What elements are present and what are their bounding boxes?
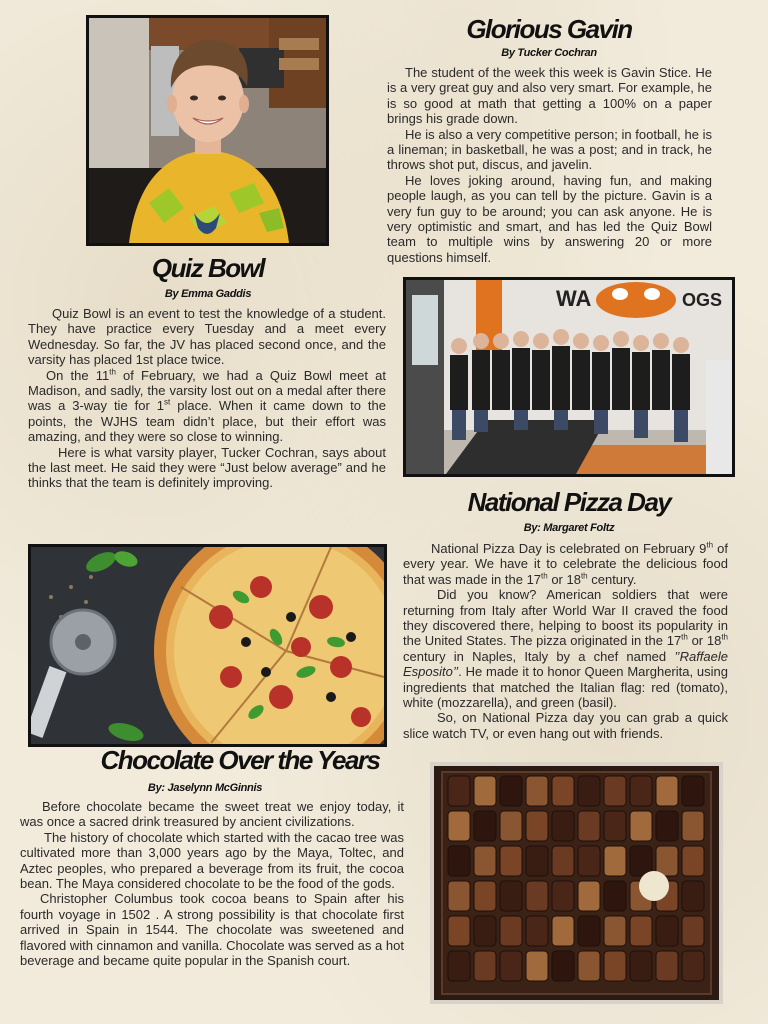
chocolate-piece <box>682 881 704 911</box>
chocolate-piece <box>526 776 548 806</box>
chocolate-piece <box>526 811 548 841</box>
chocolate-piece <box>578 811 600 841</box>
chocolate-piece <box>474 916 496 946</box>
chocolate-piece <box>682 776 704 806</box>
chocolate-piece <box>500 846 522 876</box>
chocolate-piece <box>526 881 548 911</box>
chocolate-piece <box>500 811 522 841</box>
chocolate-piece <box>448 881 470 911</box>
chocolate-piece <box>552 881 574 911</box>
chocolate-piece <box>682 916 704 946</box>
chocolate-piece <box>630 846 652 876</box>
chocolate-piece <box>474 776 496 806</box>
chocolate-piece <box>500 881 522 911</box>
gavin-photo-illustration <box>89 18 326 243</box>
quizbowl-team-photo <box>403 277 735 477</box>
chocolate-piece <box>656 811 678 841</box>
chocolate-paragraph-3: Christopher Columbus took cocoa beans to Spain after his fourth voyage in 1502 . A strong possibility is that chocolate first arrived in Spain in 1544. The chocolate was sweetened and flavored with cinnamon and vanilla. Chocolate was served as a hot beverage and became quite popular in the Spanish court. <box>20 891 404 969</box>
quizbowl-headline: Quiz Bowl <box>151 253 265 283</box>
chocolate-paragraph-1: Before chocolate became the sweet treat we enjoy today, it was once a sacred drink treasured by ancient civilizations. <box>20 799 404 830</box>
gavin-article-body <box>387 65 712 265</box>
white-chocolate-piece <box>639 871 669 901</box>
chocolate-piece <box>448 776 470 806</box>
quizbowl-byline: By Emma Gaddis <box>164 288 252 300</box>
pizza-byline: By: Margaret Foltz <box>523 522 615 534</box>
chocolate-piece <box>604 916 626 946</box>
pizza-photo-illustration <box>31 547 384 744</box>
pizza-paragraph-2: Did you know? American soldiers that were returning from Italy after World War II craved the food they discovered there, helping to boost its popularity in the United States. The pizza originated in the 17th or 18th century in Naples, Italy by a chef named ’’Raffaele Esposito’’. He made it to honor Queen Margherita, using ingredients that matched the Italian flag: red (tomato), white (mozzarella), and green (basil). <box>403 587 728 711</box>
chocolate-piece <box>474 951 496 981</box>
gavin-paragraph-3: He loves joking around, having fun, and making people laugh, as you can tell by the picture. Gavin is a very fun guy to be around; you can ask anyone. He is very optimistic and smart, and has led the Quiz Bowl team to multiple wins by answering 20 or more questions himself. <box>387 172 712 265</box>
banner-text-right: OGS <box>682 290 723 310</box>
chocolate-piece <box>552 916 574 946</box>
chocolate-headline: Chocolate Over the Years <box>100 745 380 775</box>
chef-name: ’’Raffaele Esposito’’ <box>403 648 728 680</box>
chocolate-piece <box>656 776 678 806</box>
chocolate-box-illustration <box>434 766 719 1000</box>
quizbowl-article-body <box>28 306 386 491</box>
gavin-paragraph-2: He is also a very competitive person; in football, he is a lineman; in basketball, he was a post; and in track, he throws shot put, discus, and javelin. <box>387 126 712 173</box>
chocolate-paragraph-2: The history of chocolate which started with the cacao tree was cultivated more than 3,000 years ago by the Maya, Toltec, and Aztec peoples, who prepared a beverage from its fruit, the cocoa bean. The Maya considered chocolate to be the food of the gods. <box>20 829 404 892</box>
chocolate-piece <box>656 846 678 876</box>
chocolate-piece <box>604 881 626 911</box>
pizza-paragraph-3: So, on National Pizza day you can grab a quick slice watch TV, or even hang out with friends. <box>403 710 728 741</box>
chocolate-piece <box>682 951 704 981</box>
chocolate-piece <box>526 916 548 946</box>
chocolate-piece <box>656 951 678 981</box>
pizza-article-body <box>403 541 728 741</box>
gavin-paragraph-1: The student of the week this week is Gavin Stice. He is a very great guy and also very smart. For example, he is so good at math that getting a 100% on a paper brings his grade down. <box>387 65 712 127</box>
gavin-byline: By Tucker Cochran <box>501 47 597 59</box>
pizza-photo <box>28 544 387 747</box>
chocolate-piece <box>448 846 470 876</box>
chocolate-piece <box>578 951 600 981</box>
chocolate-piece <box>630 776 652 806</box>
quizbowl-paragraph-1: Quiz Bowl is an event to test the knowledge of a student. They have practice every Tuesday and a meet every Wednesday. So far, the JV has placed second once, and the varsity has placed 1st place twice. <box>28 306 386 368</box>
chocolate-piece <box>682 811 704 841</box>
chocolate-piece <box>656 916 678 946</box>
chocolate-piece <box>604 776 626 806</box>
chocolate-piece <box>630 951 652 981</box>
banner-text-left: WA <box>556 286 592 311</box>
chocolate-piece <box>526 951 548 981</box>
chocolate-piece <box>578 776 600 806</box>
chocolate-article-body <box>20 799 404 968</box>
chocolate-piece <box>604 846 626 876</box>
chocolate-piece <box>448 916 470 946</box>
chocolate-piece <box>552 846 574 876</box>
chocolate-piece <box>500 951 522 981</box>
chocolate-piece <box>448 811 470 841</box>
chocolate-piece <box>526 846 548 876</box>
chocolate-piece <box>500 916 522 946</box>
quizbowl-paragraph-2: On the 11th of February, we had a Quiz Bowl meet at Madison, and sadly, the varsity lost out on a medal after there was a 3-way tie for 1st place. When it came down to the points, the WJHS team didn’t place, but their effort was amazing, and they were so close to winning. <box>28 367 387 445</box>
chocolate-piece <box>604 811 626 841</box>
quizbowl-team-photo-illustration <box>406 280 732 474</box>
chocolate-piece <box>474 846 496 876</box>
chocolate-piece <box>604 951 626 981</box>
chocolate-piece <box>578 881 600 911</box>
chocolate-piece <box>552 776 574 806</box>
chocolate-piece <box>578 846 600 876</box>
chocolate-byline: By: Jaselynn McGinnis <box>147 782 263 794</box>
chocolate-piece <box>630 811 652 841</box>
chocolate-piece <box>500 776 522 806</box>
gavin-photo <box>86 15 329 246</box>
chocolate-piece <box>474 811 496 841</box>
chocolate-box-photo <box>430 762 723 1004</box>
chocolate-piece <box>630 916 652 946</box>
chocolate-piece <box>682 846 704 876</box>
chocolate-piece <box>552 811 574 841</box>
pizza-headline: National Pizza Day <box>467 487 671 517</box>
chocolate-piece <box>578 916 600 946</box>
gavin-headline: Glorious Gavin <box>466 14 632 44</box>
chocolate-piece <box>474 881 496 911</box>
chocolate-piece <box>448 951 470 981</box>
pizza-paragraph-1: National Pizza Day is celebrated on February 9th of every year. We have it to celebrate the delicious food that was made in the 17th or 18th century. <box>403 540 728 587</box>
quizbowl-paragraph-3: Here is what varsity player, Tucker Cochran, says about the last meet. He said they were “Just below average” and he thinks that the team is definitely improving. <box>28 444 386 491</box>
chocolate-piece <box>552 951 574 981</box>
